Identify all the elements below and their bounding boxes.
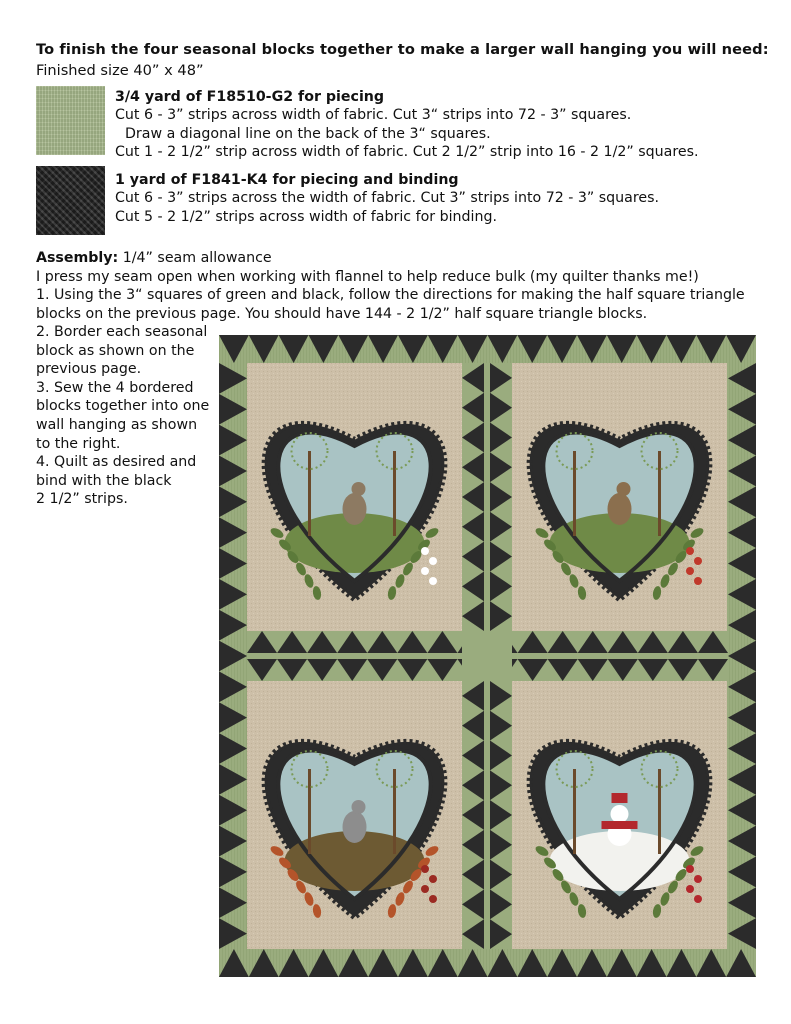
assembly-section [36,249,745,323]
critter-head [352,800,366,814]
black-fabric-line: Cut 6 - 3” strips across the width of fabric. Cut 3” strips into 72 - 3” squares. [115,190,660,207]
quilt-svg [219,335,756,977]
berry [429,577,437,585]
berry [429,895,437,903]
assembly-label: Assembly: [36,250,119,266]
berry [686,547,694,555]
critter-body [343,811,367,843]
step-line: previous page. [36,361,142,378]
snowman-hat [612,793,628,803]
step-line: 3. Sew the 4 bordered [36,379,194,396]
berry [421,885,429,893]
critter-head [617,482,631,496]
black-fabric-title: 1 yard of F1841-K4 for piecing and binding [115,172,459,188]
seasonal-block-spring [247,363,462,631]
press-note: I press my seam open when working with flannel to help reduce bulk (my quilter thanks me!) [36,268,699,285]
snowman-head [611,805,629,823]
step-1-line: 1. Using the 3“ squares of green and black, follow the directions for making the half square triangle [36,287,745,304]
step-line: bind with the black [36,472,172,489]
green-fabric-line: Draw a diagonal line on the back of the 3“ squares. [125,125,491,142]
step-line: 2. Border each seasonal [36,324,208,340]
black-fabric-line: Cut 5 - 2 1/2” strips across width of fabric for binding. [115,208,497,225]
seasonal-block-autumn [247,681,462,949]
green-fabric-requirements [115,88,698,162]
green-fabric-line: Cut 6 - 3” strips across width of fabric. Cut 3“ strips into 72 - 3” squares. [115,107,632,124]
berry [686,567,694,575]
snowman-scarf [602,821,638,829]
berry [421,547,429,555]
berry [686,865,694,873]
black-fabric-requirements [115,171,659,226]
critter-body [608,493,632,525]
berry [429,557,437,565]
seasonal-block-summer [512,363,727,631]
green-fabric-title: 3/4 yard of F18510-G2 for piecing [115,89,385,105]
berry [694,875,702,883]
berry [421,865,429,873]
critter-head [352,482,366,496]
instructions-heading: To finish the four seasonal blocks together to make a larger wall hanging you will need: [36,41,769,58]
steps-list [36,323,221,509]
seam-allowance: 1/4” seam allowance [118,250,272,266]
step-line: 4. Quilt as desired and [36,454,197,471]
berry [694,895,702,903]
step-line: block as shown on the [36,342,195,359]
step-line: to the right. [36,435,121,452]
finished-size: Finished size 40” x 48” [36,62,204,79]
berry [694,557,702,565]
center-square [462,631,512,681]
black-fabric-swatch [36,166,105,235]
berry [694,577,702,585]
berry [429,875,437,883]
step-1-line: blocks on the previous page. You should have 144 - 2 1/2” half square triangle blocks. [36,305,648,322]
step-line: wall hanging as shown [36,416,198,433]
green-fabric-line: Cut 1 - 2 1/2” strip across width of fabric. Cut 2 1/2” strip into 16 - 2 1/2” squares. [115,144,699,161]
critter-body [343,493,367,525]
seasonal-block-winter [512,681,727,949]
berry [686,885,694,893]
step-line: blocks together into one [36,398,210,415]
green-fabric-swatch [36,86,105,155]
step-line: 2 1/2” strips. [36,491,128,508]
quilt-illustration [219,335,756,977]
berry [421,567,429,575]
